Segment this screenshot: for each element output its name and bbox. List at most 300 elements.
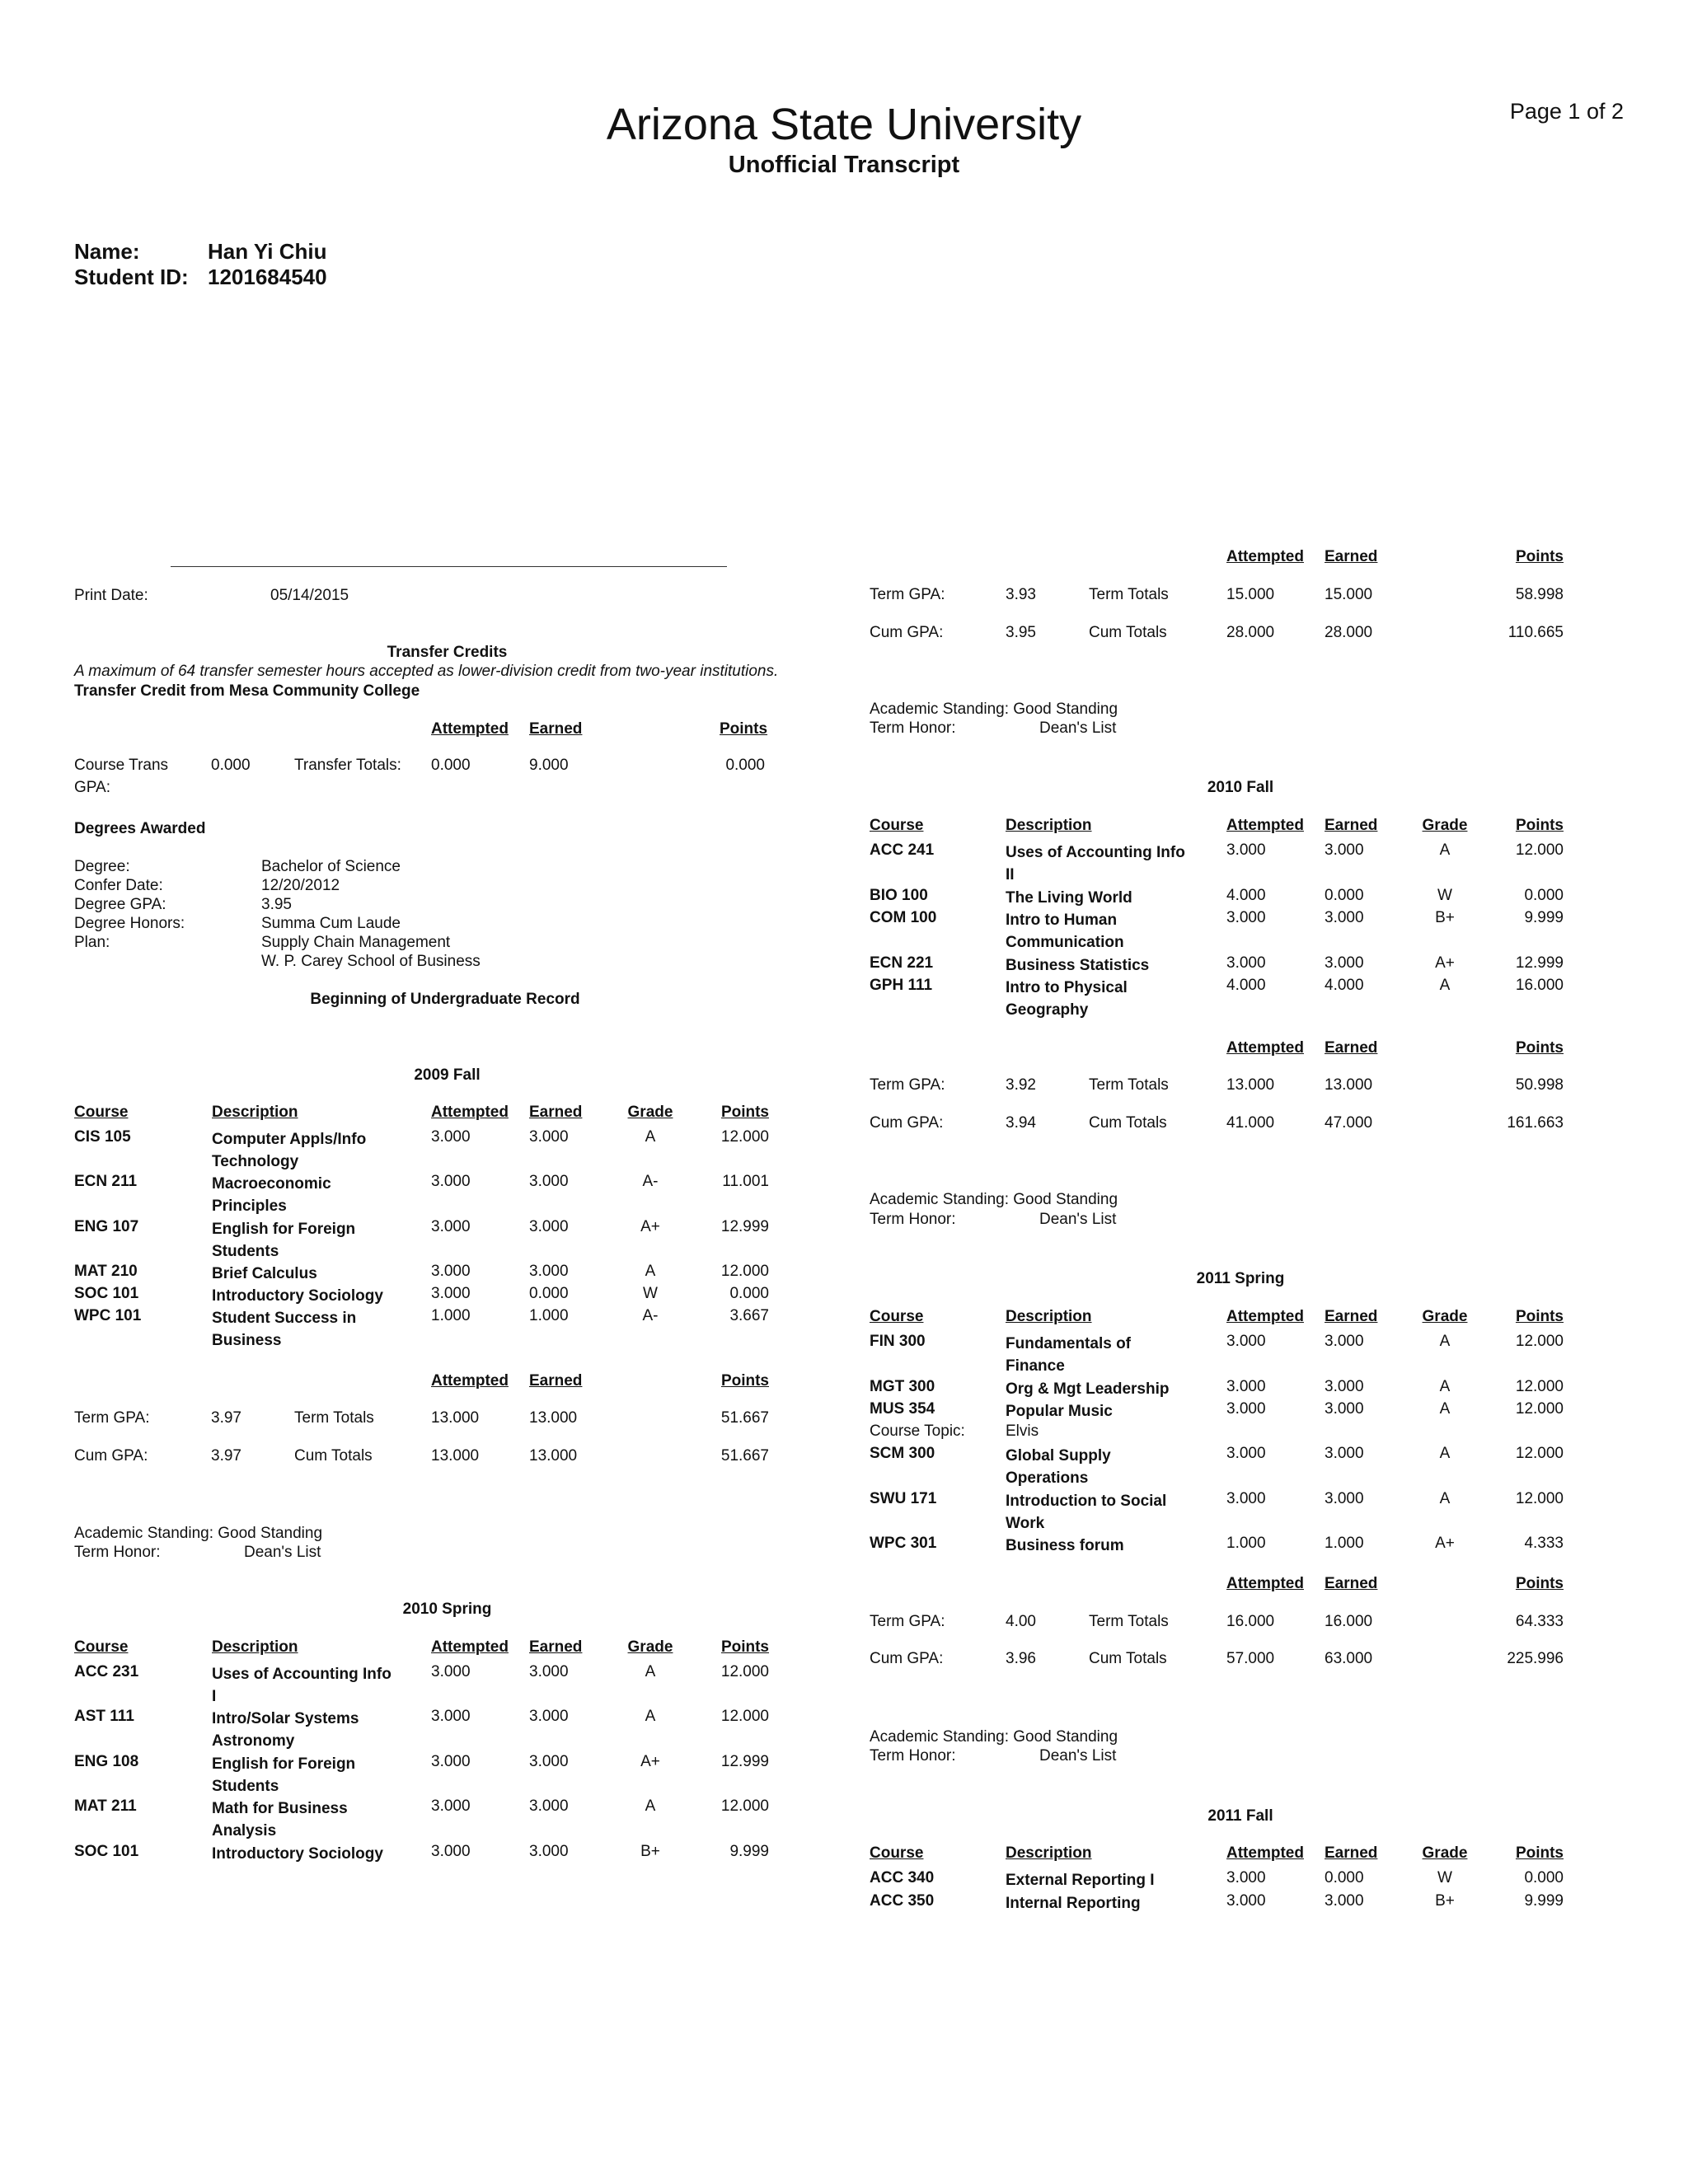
course-earned: 3.000: [1325, 954, 1364, 972]
course-attempted: 3.000: [1226, 909, 1266, 926]
description-header: Description: [1006, 1308, 1092, 1325]
grade-header: Grade: [627, 1638, 673, 1656]
term-points: 64.333: [1515, 1613, 1564, 1630]
totals-attempted-header: Attempted: [1226, 1039, 1304, 1057]
course-points: 12.000: [1515, 1400, 1564, 1418]
course-description: [1006, 1378, 1199, 1400]
cum-earned: 63.000: [1325, 1650, 1373, 1667]
transfer-source: Transfer Credit from Mesa Community College: [74, 682, 420, 700]
course-description: [212, 1753, 406, 1797]
description-line: Introductory Sociology: [212, 1845, 383, 1863]
course-attempted: 3.000: [1226, 1378, 1266, 1395]
cum-totals-label: Cum Totals: [294, 1447, 373, 1465]
course-description: [1006, 1445, 1199, 1489]
course-grade: A: [1439, 1333, 1451, 1350]
course-description: [212, 1285, 406, 1307]
description-line: Macroeconomic: [212, 1175, 331, 1193]
degree-row-label: Plan:: [74, 934, 110, 951]
course-code: SOC 101: [74, 1843, 139, 1860]
degree-row-value: Bachelor of Science: [261, 858, 401, 875]
term-gpa: 4.00: [1006, 1613, 1036, 1630]
course-grade: A: [1439, 1445, 1451, 1462]
description-line: Analysis: [212, 1822, 277, 1840]
university-title: Arizona State University: [606, 100, 1082, 149]
description-line: Work: [1006, 1515, 1045, 1532]
course-earned: 3.000: [529, 1128, 569, 1146]
course-description: [212, 1708, 406, 1752]
term-honor: Dean's List: [1039, 1211, 1117, 1228]
course-attempted: 3.000: [1226, 1892, 1266, 1910]
totals-points-header: Points: [1515, 548, 1564, 565]
course-attempted: 1.000: [1226, 1535, 1266, 1552]
cum-totals-label: Cum Totals: [1089, 1650, 1167, 1667]
course-code: ACC 241: [870, 841, 935, 859]
description-line: Technology: [212, 1153, 299, 1170]
course-code: ACC 340: [870, 1869, 935, 1886]
grade-header: Grade: [1422, 1844, 1468, 1862]
cum-points: 225.996: [1507, 1650, 1564, 1667]
course-code: ENG 107: [74, 1218, 139, 1235]
term-honor: Dean's List: [1039, 1747, 1117, 1765]
student-name: Han Yi Chiu: [208, 239, 327, 264]
course-grade: A: [645, 1708, 656, 1725]
term-points: 58.998: [1515, 586, 1564, 603]
course-earned: 1.000: [1325, 1535, 1364, 1552]
course-grade: A: [645, 1663, 656, 1680]
description-line: Intro to Physical: [1006, 979, 1128, 996]
term-gpa-label: Term GPA:: [870, 1613, 945, 1630]
description-line: Geography: [1006, 1001, 1089, 1019]
course-topic-label: Course Topic:: [870, 1422, 965, 1440]
points-header: Points: [1515, 1844, 1564, 1862]
transfer-gpa-label: Course Trans: [74, 757, 169, 774]
description-line: Intro to Human: [1006, 912, 1118, 929]
description-line: Business forum: [1006, 1537, 1124, 1554]
degree-row-value: 3.95: [261, 896, 292, 913]
course-grade: W: [1437, 1869, 1452, 1886]
earned-header: Earned: [1325, 817, 1378, 834]
term-points: 51.667: [720, 1409, 769, 1427]
points-header: Points: [1515, 817, 1564, 834]
description-line: Communication: [1006, 934, 1124, 951]
course-points: 12.000: [720, 1797, 769, 1815]
term-attempted: 13.000: [431, 1409, 480, 1427]
term-title: 2010 Fall: [1207, 779, 1274, 796]
cum-earned: 47.000: [1325, 1114, 1373, 1132]
course-description: [1006, 1535, 1199, 1557]
term-gpa-label: Term GPA:: [870, 1076, 945, 1094]
term-earned: 13.000: [529, 1409, 578, 1427]
cum-totals-label: Cum Totals: [1089, 624, 1167, 641]
course-code: FIN 300: [870, 1333, 926, 1350]
course-points: 12.000: [720, 1263, 769, 1280]
course-earned: 0.000: [1325, 1869, 1364, 1886]
course-points: 12.999: [1515, 954, 1564, 972]
term-title: 2011 Spring: [1196, 1270, 1285, 1287]
course-attempted: 3.000: [1226, 1445, 1266, 1462]
course-points: 12.000: [720, 1663, 769, 1680]
cum-gpa: 3.95: [1006, 624, 1036, 641]
course-description: [212, 1173, 406, 1217]
course-points: 9.999: [1524, 909, 1564, 926]
course-attempted: 3.000: [431, 1708, 471, 1725]
attempted-header: Attempted: [1226, 817, 1304, 834]
course-grade: A: [645, 1797, 656, 1815]
totals-attempted-header: Attempted: [431, 1372, 509, 1390]
degree-row-value: Supply Chain Management: [261, 934, 451, 951]
term-gpa: 3.93: [1006, 586, 1036, 603]
course-description: [1006, 1400, 1199, 1422]
description-line: Uses of Accounting Info: [1006, 844, 1185, 861]
description-line: Introduction to Social: [1006, 1493, 1167, 1510]
description-line: Business: [212, 1332, 282, 1349]
course-attempted: 3.000: [431, 1663, 471, 1680]
term-totals-label: Term Totals: [1089, 1076, 1169, 1094]
term-honor: Dean's List: [1039, 719, 1117, 737]
term-attempted: 13.000: [1226, 1076, 1275, 1094]
totals-attempted-header: Attempted: [1226, 548, 1304, 565]
course-code: WPC 301: [870, 1535, 937, 1552]
totals-earned-header: Earned: [1325, 548, 1378, 565]
description-line: Intro/Solar Systems: [212, 1710, 359, 1727]
course-attempted: 3.000: [431, 1263, 471, 1280]
course-code: ECN 211: [74, 1173, 138, 1190]
cum-points: 51.667: [720, 1447, 769, 1465]
course-grade: A+: [640, 1753, 660, 1770]
course-points: 9.999: [1524, 1892, 1564, 1910]
cum-attempted: 28.000: [1226, 624, 1275, 641]
totals-points-header: Points: [720, 1372, 769, 1390]
attempted-header: Attempted: [431, 1104, 509, 1121]
grade-header: Grade: [627, 1104, 673, 1121]
totals-earned-header: Earned: [529, 1372, 583, 1390]
cum-points: 110.665: [1507, 624, 1564, 641]
course-grade: A: [1439, 841, 1451, 859]
course-earned: 3.000: [1325, 909, 1364, 926]
course-points: 12.000: [1515, 1333, 1564, 1350]
transfer-gpa-label-2: GPA:: [74, 779, 110, 796]
term-honor-label: Term Honor:: [870, 1211, 956, 1228]
cum-attempted: 13.000: [431, 1447, 480, 1465]
transfer-credits-title: Transfer Credits: [387, 644, 508, 661]
degree-row-label: Degree:: [74, 858, 130, 875]
degree-row-label: Confer Date:: [74, 877, 163, 894]
course-code: MGT 300: [870, 1378, 935, 1395]
course-header: Course: [870, 1308, 924, 1325]
course-points: 3.667: [729, 1307, 769, 1324]
course-earned: 3.000: [529, 1663, 569, 1680]
totals-earned-header: Earned: [1325, 1575, 1378, 1592]
cum-gpa-label: Cum GPA:: [870, 1114, 944, 1132]
description-line: Student Success in: [212, 1310, 357, 1327]
course-earned: 3.000: [529, 1797, 569, 1815]
course-attempted: 3.000: [431, 1797, 471, 1815]
earned-header: Earned: [1325, 1308, 1378, 1325]
cum-gpa: 3.94: [1006, 1114, 1036, 1132]
description-line: Global Supply: [1006, 1447, 1111, 1465]
student-id: 1201684540: [208, 265, 327, 289]
course-earned: 3.000: [1325, 1892, 1364, 1910]
cum-gpa: 3.97: [211, 1447, 241, 1465]
course-description: [212, 1307, 406, 1352]
course-header: Course: [74, 1104, 129, 1121]
cum-earned: 13.000: [529, 1447, 578, 1465]
course-grade: W: [643, 1285, 658, 1302]
course-attempted: 3.000: [431, 1285, 471, 1302]
academic-standing: Academic Standing: Good Standing: [870, 1728, 1118, 1746]
description-header: Description: [212, 1104, 298, 1121]
term-earned: 16.000: [1325, 1613, 1373, 1630]
description-line: Uses of Accounting Info: [212, 1666, 392, 1683]
totals-points-header: Points: [1515, 1039, 1564, 1057]
course-code: SCM 300: [870, 1445, 935, 1462]
course-code: COM 100: [870, 909, 937, 926]
description-line: The Living World: [1006, 889, 1132, 907]
course-points: 0.000: [1524, 887, 1564, 904]
course-attempted: 1.000: [431, 1307, 471, 1324]
course-earned: 0.000: [529, 1285, 569, 1302]
course-description: [212, 1843, 406, 1865]
points-header: Points: [720, 1104, 769, 1121]
earned-header: Earned: [529, 1638, 583, 1656]
description-line: Astronomy: [212, 1732, 295, 1750]
course-earned: 3.000: [1325, 1490, 1364, 1507]
course-attempted: 4.000: [1226, 977, 1266, 994]
course-earned: 3.000: [529, 1753, 569, 1770]
attempted-header: Attempted: [1226, 1844, 1304, 1862]
course-code: SOC 101: [74, 1285, 139, 1302]
course-header: Course: [870, 817, 924, 834]
term-honor-label: Term Honor:: [74, 1544, 161, 1561]
course-code: MAT 210: [74, 1263, 138, 1280]
degree-row-value: 12/20/2012: [261, 877, 340, 894]
course-grade: A-: [642, 1307, 659, 1324]
description-header: Description: [1006, 1844, 1092, 1862]
course-description: [1006, 1892, 1199, 1915]
course-description: [212, 1663, 406, 1708]
term-title: 2009 Fall: [414, 1066, 481, 1084]
term-totals-label: Term Totals: [294, 1409, 374, 1427]
course-earned: 3.000: [529, 1173, 569, 1190]
course-code: ACC 231: [74, 1663, 139, 1680]
course-code: AST 111: [74, 1708, 134, 1725]
beginning-record: Beginning of Undergraduate Record: [310, 991, 580, 1008]
course-earned: 0.000: [1325, 887, 1364, 904]
page-number: Page 1 of 2: [1509, 99, 1624, 124]
course-points: 12.000: [1515, 1490, 1564, 1507]
course-topic: Elvis: [1006, 1422, 1039, 1440]
transcript-subtitle: Unofficial Transcript: [728, 152, 960, 178]
course-grade: A: [1439, 1378, 1451, 1395]
description-line: Introductory Sociology: [212, 1287, 383, 1305]
term-title: 2011 Fall: [1207, 1807, 1273, 1825]
course-earned: 3.000: [529, 1263, 569, 1280]
description-line: Students: [212, 1778, 279, 1795]
totals-attempted-header: Attempted: [1226, 1575, 1304, 1592]
term-honor: Dean's List: [244, 1544, 321, 1561]
course-grade: A+: [1435, 1535, 1455, 1552]
transfer-earned-header: Earned: [529, 720, 583, 738]
course-earned: 3.000: [1325, 841, 1364, 859]
course-description: [1006, 1869, 1199, 1891]
course-grade: W: [1437, 887, 1452, 904]
term-attempted: 15.000: [1226, 586, 1275, 603]
divider-line: [171, 566, 727, 567]
course-earned: 3.000: [1325, 1445, 1364, 1462]
course-description: [1006, 887, 1199, 909]
description-line: Fundamentals of: [1006, 1335, 1132, 1352]
course-earned: 3.000: [529, 1843, 569, 1860]
course-earned: 3.000: [529, 1708, 569, 1725]
transfer-attempted: 0.000: [431, 757, 471, 774]
course-earned: 1.000: [529, 1307, 569, 1324]
description-line: Principles: [212, 1197, 287, 1215]
course-earned: 3.000: [1325, 1333, 1364, 1350]
course-attempted: 3.000: [431, 1173, 471, 1190]
course-grade: B+: [1435, 1892, 1455, 1910]
course-points: 12.999: [720, 1753, 769, 1770]
description-line: English for Foreign: [212, 1755, 356, 1773]
description-line: I: [212, 1688, 217, 1705]
description-line: External Reporting I: [1006, 1872, 1155, 1889]
course-description: [212, 1797, 406, 1842]
course-attempted: 3.000: [1226, 1869, 1266, 1886]
term-earned: 15.000: [1325, 586, 1373, 603]
transfer-points: 0.000: [725, 757, 765, 774]
term-honor-label: Term Honor:: [870, 1747, 956, 1765]
course-grade: A-: [642, 1173, 659, 1190]
course-attempted: 3.000: [431, 1753, 471, 1770]
course-grade: A: [645, 1263, 656, 1280]
description-line: Computer Appls/Info: [212, 1131, 367, 1148]
earned-header: Earned: [529, 1104, 583, 1121]
cum-gpa-label: Cum GPA:: [74, 1447, 148, 1465]
course-grade: B+: [640, 1843, 660, 1860]
course-points: 12.000: [720, 1128, 769, 1146]
academic-standing: Academic Standing: Good Standing: [74, 1525, 323, 1542]
course-code: SWU 171: [870, 1490, 937, 1507]
attempted-header: Attempted: [1226, 1308, 1304, 1325]
course-attempted: 3.000: [1226, 1490, 1266, 1507]
degrees-title: Degrees Awarded: [74, 820, 206, 837]
course-attempted: 3.000: [431, 1843, 471, 1860]
course-description: [1006, 1490, 1199, 1535]
print-date-label: Print Date:: [74, 587, 148, 604]
description-line: Business Statistics: [1006, 957, 1150, 974]
course-grade: A+: [1435, 954, 1455, 972]
totals-earned-header: Earned: [1325, 1039, 1378, 1057]
course-header: Course: [870, 1844, 924, 1862]
cum-gpa-label: Cum GPA:: [870, 624, 944, 641]
points-header: Points: [720, 1638, 769, 1656]
course-description: [1006, 841, 1199, 886]
degree-row-value: W. P. Carey School of Business: [261, 953, 481, 970]
attempted-header: Attempted: [431, 1638, 509, 1656]
course-attempted: 3.000: [1226, 1400, 1266, 1418]
course-grade: A: [1439, 1490, 1451, 1507]
totals-points-header: Points: [1515, 1575, 1564, 1592]
course-points: 0.000: [1524, 1869, 1564, 1886]
degree-row-label: Degree GPA:: [74, 896, 166, 913]
description-line: Org & Mgt Leadership: [1006, 1380, 1170, 1398]
transfer-attempted-header: Attempted: [431, 720, 509, 738]
transfer-totals-label: Transfer Totals:: [294, 757, 401, 774]
course-header: Course: [74, 1638, 129, 1656]
transfer-earned: 9.000: [529, 757, 569, 774]
term-points: 50.998: [1515, 1076, 1564, 1094]
transfer-note: A maximum of 64 transfer semester hours accepted as lower-division credit from two-year institutions.: [74, 663, 779, 680]
course-code: GPH 111: [870, 977, 933, 994]
cum-totals-label: Cum Totals: [1089, 1114, 1167, 1132]
term-gpa: 3.97: [211, 1409, 241, 1427]
course-description: [1006, 1333, 1199, 1377]
print-date: 05/14/2015: [270, 587, 349, 604]
term-totals-label: Term Totals: [1089, 586, 1169, 603]
term-earned: 13.000: [1325, 1076, 1373, 1094]
student-id-label: Student ID:: [74, 265, 189, 289]
course-description: [1006, 909, 1199, 954]
description-line: English for Foreign: [212, 1221, 356, 1238]
course-description: [212, 1128, 406, 1173]
course-code: MAT 211: [74, 1797, 137, 1815]
course-description: [212, 1218, 406, 1263]
course-grade: A: [645, 1128, 656, 1146]
earned-header: Earned: [1325, 1844, 1378, 1862]
description-line: II: [1006, 866, 1015, 883]
grade-header: Grade: [1422, 817, 1468, 834]
term-honor-label: Term Honor:: [870, 719, 956, 737]
description-line: Finance: [1006, 1357, 1065, 1375]
term-attempted: 16.000: [1226, 1613, 1275, 1630]
degree-row-label: Degree Honors:: [74, 915, 185, 932]
course-points: 0.000: [729, 1285, 769, 1302]
course-attempted: 3.000: [1226, 841, 1266, 859]
course-points: 12.999: [720, 1218, 769, 1235]
term-gpa-label: Term GPA:: [870, 586, 945, 603]
course-attempted: 3.000: [431, 1218, 471, 1235]
course-points: 12.000: [1515, 1445, 1564, 1462]
course-code: MUS 354: [870, 1400, 935, 1418]
course-code: BIO 100: [870, 887, 928, 904]
description-header: Description: [1006, 817, 1092, 834]
term-totals-label: Term Totals: [1089, 1613, 1169, 1630]
course-code: ACC 350: [870, 1892, 935, 1910]
course-earned: 3.000: [1325, 1378, 1364, 1395]
term-title: 2010 Spring: [402, 1601, 492, 1618]
cum-earned: 28.000: [1325, 624, 1373, 641]
course-points: 9.999: [729, 1843, 769, 1860]
grade-header: Grade: [1422, 1308, 1468, 1325]
academic-standing: Academic Standing: Good Standing: [870, 1191, 1118, 1208]
course-grade: A: [1439, 1400, 1451, 1418]
course-attempted: 4.000: [1226, 887, 1266, 904]
course-code: CIS 105: [74, 1128, 131, 1146]
degree-row-value: Summa Cum Laude: [261, 915, 401, 932]
cum-points: 161.663: [1507, 1114, 1564, 1132]
name-label: Name:: [74, 239, 140, 264]
course-earned: 3.000: [1325, 1400, 1364, 1418]
course-description: [1006, 977, 1199, 1021]
cum-attempted: 41.000: [1226, 1114, 1275, 1132]
course-description: [1006, 954, 1199, 977]
course-code: ENG 108: [74, 1753, 139, 1770]
academic-standing: Academic Standing: Good Standing: [870, 701, 1118, 718]
course-attempted: 3.000: [1226, 954, 1266, 972]
term-gpa: 3.92: [1006, 1076, 1036, 1094]
course-description: [212, 1263, 406, 1285]
course-points: 16.000: [1515, 977, 1564, 994]
description-line: Math for Business: [212, 1800, 348, 1817]
